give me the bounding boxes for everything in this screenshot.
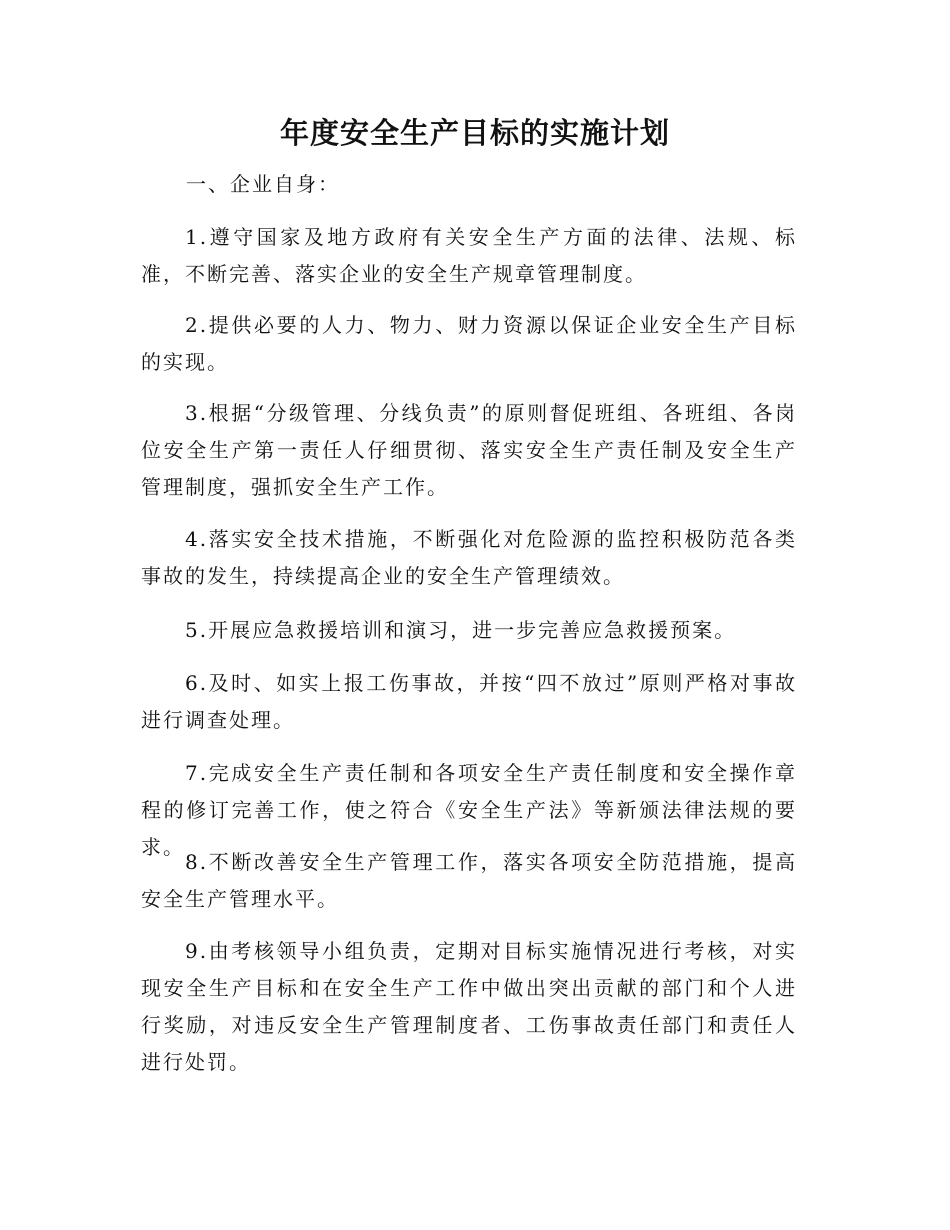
paragraph-5: 5.开展应急救援培训和演习，进一步完善应急救援预案。 — [185, 618, 737, 642]
paragraph-2: 2.提供必要的人力、物力、财力资源以保证企业安全生产目标的实现。 — [141, 313, 797, 374]
document-title: 年度安全生产目标的实施计划 — [279, 116, 670, 150]
paragraph-7: 7.完成安全生产责任制和各项安全生产责任制度和安全操作章程的修订完善工作，使之符合《安全生产法》等新颁法律法规的要求。 — [141, 761, 797, 859]
paragraph-1: 1.遵守国家及地方政府有关安全生产方面的法律、法规、标准，不断完善、落实企业的安全生产规章管理制度。 — [141, 225, 797, 286]
paragraph-9: 9.由考核领导小组负责，定期对目标实施情况进行考核，对实现安全生产目标和在安全生产工作中做出突出贡献的部门和个人进行奖励，对违反安全生产管理制度者、工伤事故责任部门和责任人进行处罚。 — [141, 939, 797, 1074]
paragraph-3: 3.根据“分级管理、分线负责”的原则督促班组、各班组、各岗位安全生产第一责任人仔细贯彻、落实安全生产责任制及安全生产管理制度，强抓安全生产工作。 — [141, 401, 797, 499]
paragraph-6: 6.及时、如实上报工伤事故，并按“四不放过”原则严格对事故进行调查处理。 — [141, 671, 797, 732]
paragraph-8: 8.不断改善安全生产管理工作，落实各项安全防范措施，提高安全生产管理水平。 — [141, 850, 797, 911]
paragraph-4: 4.落实安全技术措施，不断强化对危险源的监控积极防范各类事故的发生，持续提高企业的安全生产管理绩效。 — [141, 527, 797, 588]
section-heading: 一、企业自身： — [186, 172, 340, 196]
